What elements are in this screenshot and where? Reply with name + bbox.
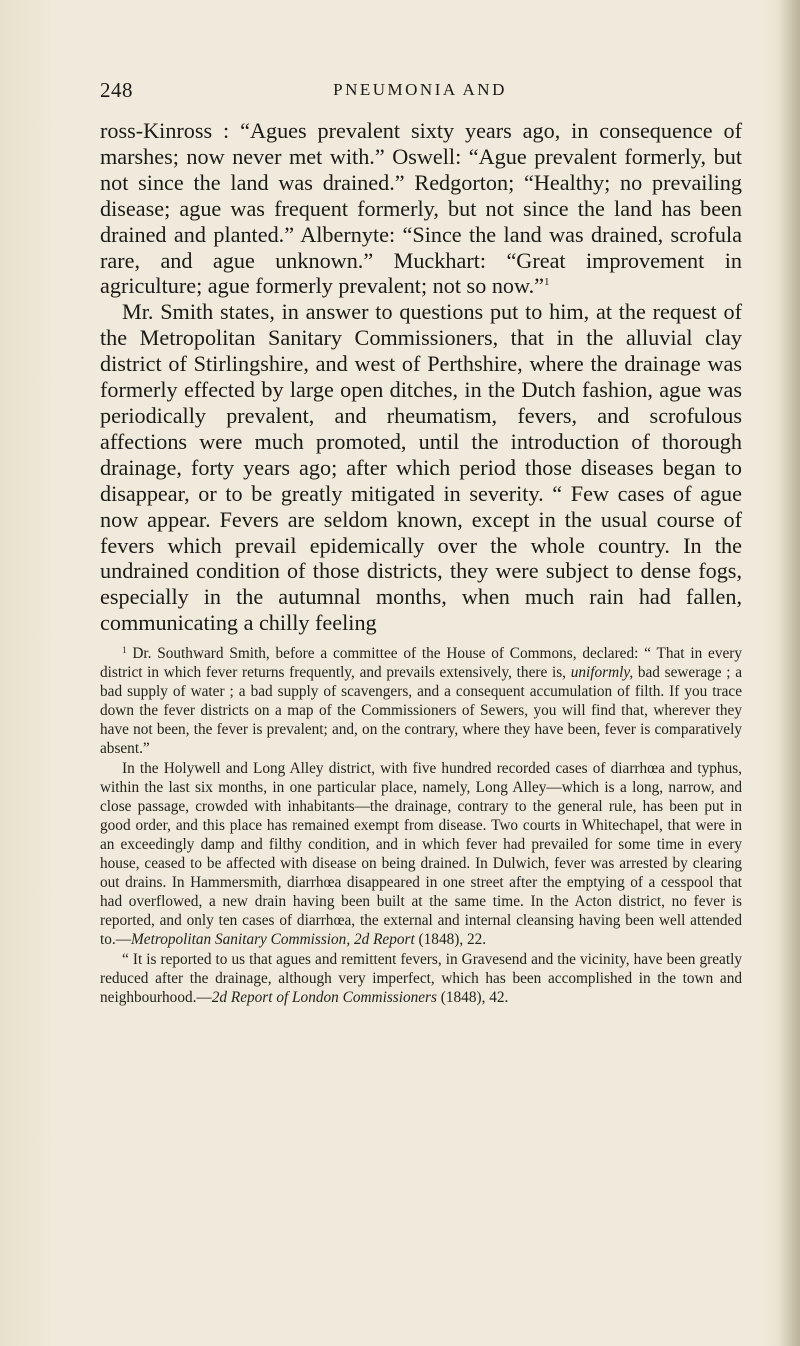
- footnote-text: (1848), 42.: [436, 988, 509, 1006]
- footnote: [100, 759, 742, 950]
- footnote-text: bad sewerage ; a bad supply of water ; a bad supply of scavengers, and a consequent accumulation of filth. If you trace down the fever districts on a map of the Commissioners of Sewers, you will find that, wherever they have not been, the fever is prevalent; and, on the contrary, where they have been, fever is comparatively absent.”: [100, 664, 742, 758]
- page-number: 248: [100, 78, 133, 102]
- footnote-reference: 1: [544, 276, 550, 289]
- page-edge-shadow: [778, 0, 800, 1346]
- footnote-text: Dr. Southward Smith, before a committee of the House of Commons, declared: “ That in every district in which fever returns frequently, and prevails extensively, there is,: [100, 645, 742, 682]
- footnote-text: “ It is reported to us that agues and remittent fevers, in Gravesend and the vicinity, have been greatly reduced after the drainage, although very imperfect, which has been accomplished in the town and neighbourhood.—: [100, 950, 742, 1006]
- footnote-text: In the Holywell and Long Alley district, with five hundred recorded cases of diarrhœa and typhus, within the last six months, in one particular place, namely, Long Alley—which is a long, narrow, and close passage, crowded with inhabitants—the drainage, contrary to the general rule, has been put in good order, and this place has remained exempt from disease. Two courts in Whitechapel, that were in an exceedingly damp and filthy condition, and in which fever had prevailed for some time in every house, ceased to be affected with disease on being drained. In Dulwich, fever was arrested by clearing out drains. In Hammersmith, diarrhœa disappeared in one street after the emptying of a cesspool that had overflowed, a new drain having been built at the same time. In the Acton district, no fever is reported, and only ten cases of diarrhœa, the external and internal cleansing having been well attended to.—: [100, 759, 742, 949]
- citation: Metropolitan Sanitary Commission, 2d Report: [131, 931, 415, 949]
- footnote-emphasis: uniformly,: [570, 664, 634, 682]
- citation: 2d Report of London Commissioners: [211, 988, 437, 1006]
- footnote: [100, 644, 742, 759]
- page-header: [100, 78, 740, 106]
- paragraph: [100, 118, 742, 299]
- footnote-marker: 1: [122, 645, 127, 655]
- running-head: PNEUMONIA AND: [333, 80, 507, 99]
- footnote-text: (1848), 22.: [414, 931, 487, 949]
- footnote: [100, 950, 742, 1007]
- footnotes: [100, 644, 742, 1007]
- main-text: [100, 118, 742, 636]
- paragraph-text: ross-Kinross : “Agues prevalent sixty years ago, in consequence of marshes; now never met with.” Oswell: “Ague prevalent formerly, but not since the land was drained.” Redgorton; “Healthy; no prevailing disease; ague was frequent formerly, but not since the land has been drained and planted.” Albernyte: “Since the land was drained, scrofula rare, and ague unknown.” Muckhart: “Great improvement in agriculture; ague formerly prevalent; not so now.”: [100, 118, 742, 299]
- paragraph: Mr. Smith states, in answer to questions put to him, at the request of the Metropolitan Sanitary Commissioners, that in the alluvial clay district of Stirlingshire, and west of Perthshire, where the drainage was formerly effected by large open ditches, in the Dutch fashion, ague was periodically prevalent, and rheumatism, fevers, and scrofulous affections were much promoted, until the introduction of thorough drainage, forty years ago; after which period those diseases began to disappear, or to be greatly mitigated in severity. “ Few cases of ague now appear. Fevers are seldom known, except in the usual course of fevers which prevail epidemically over the whole country. In the undrained condition of those districts, they were subject to dense fogs, especially in the autumnal months, when much rain had fallen, communicating a chilly feeling: [100, 299, 742, 636]
